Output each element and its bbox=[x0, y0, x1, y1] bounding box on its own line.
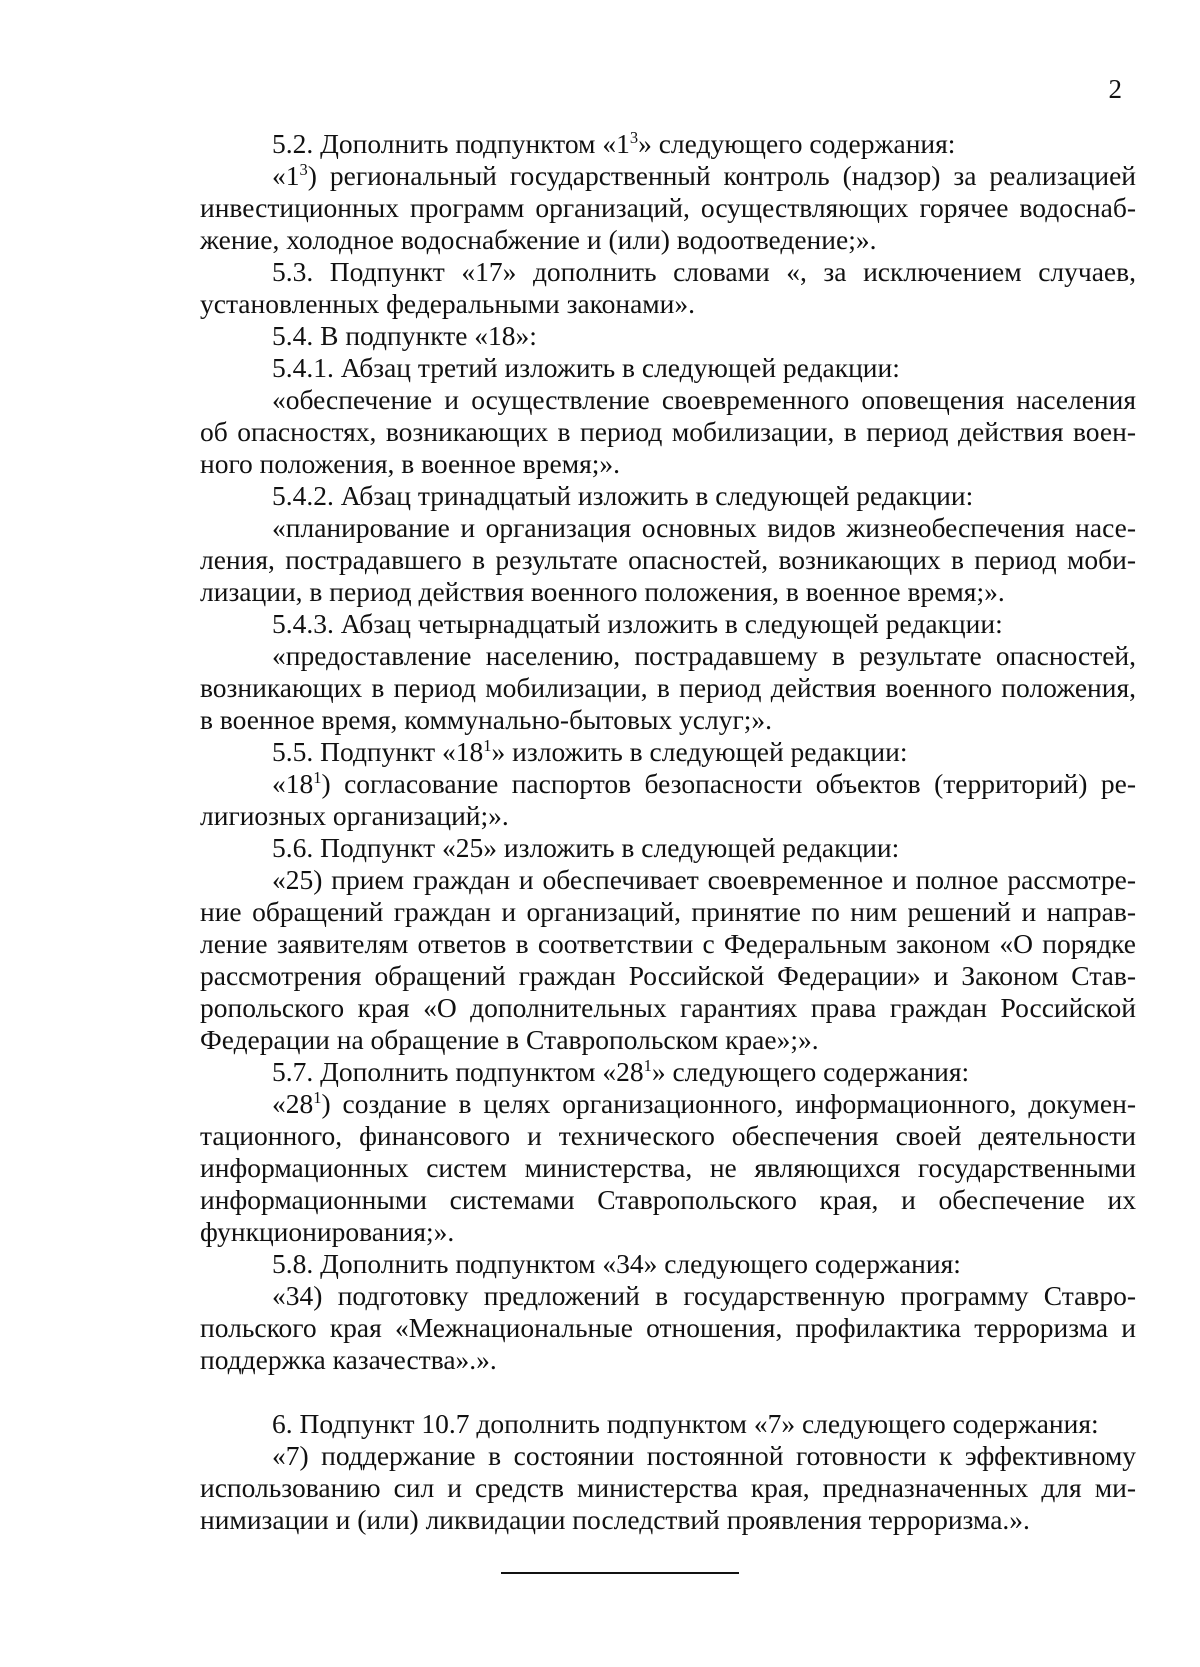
paragraph: 5.4.2. Абзац тринадцатый изложить в следующей редакции: bbox=[272, 480, 974, 511]
paragraph: «$28^1$) создание в целях организационного, информационного, документационного, финансового и технического обеспечения своей деятельности информационных систем министерства, не являющихся государственными информационными системами Ставропольского края, и обеспечение их функционирования;». bbox=[200, 1087, 1136, 1247]
document-body bbox=[200, 128, 1136, 1536]
paragraph: 5.6. Подпункт «25» изложить в следующей редакции: bbox=[272, 832, 900, 863]
paragraph: 5.7. Дополнить подпунктом «$28^1$» следующего содержания: bbox=[272, 1055, 970, 1087]
paragraph: 5.2. Дополнить подпунктом «$1^3$» следующего содержания: bbox=[272, 127, 956, 159]
end-rule bbox=[501, 1572, 739, 1574]
paragraph: «25) прием граждан и обеспечивает своевременное и полное рассмотрение обращений граждан и организаций, принятие по ним решений и направление заявителям ответов в соответствии с Федеральным законом «О порядке рассмотрения обращений граждан Российской Федерации» и Законом Ставропольского края «О дополнительных гарантиях права граждан Российской Федерации на обращение в Ставропольском крае»;». bbox=[200, 864, 1136, 1055]
paragraph: 5.4.3. Абзац четырнадцатый изложить в следующей редакции: bbox=[272, 608, 1003, 639]
page-number: 2 bbox=[1108, 74, 1122, 104]
paragraph: 5.3. Подпункт «17» дополнить словами «, за исключением случаев, установленных федеральными законами». bbox=[200, 256, 1136, 319]
paragraph: «7) поддержание в состоянии постоянной готовности к эффективному использованию сил и средств министерства края, предназначенных для минимизации и (или) ликвидации последствий проявления терроризма.». bbox=[200, 1440, 1136, 1535]
paragraph: «34) подготовку предложений в государственную программу Ставропольского края «Межнациональные отношения, профилактика терроризма и поддержка казачества».». bbox=[200, 1280, 1136, 1375]
paragraph: «планирование и организация основных видов жизнеобеспечения населения, пострадавшего в результате опасностей, возникающих в период мобилизации, в период действия военного положения, в военное время;». bbox=[200, 512, 1136, 607]
paragraph: 5.8. Дополнить подпунктом «34» следующего содержания: bbox=[272, 1248, 961, 1279]
paragraph: 6. Подпункт 10.7 дополнить подпунктом «7» следующего содержания: bbox=[272, 1408, 1099, 1439]
paragraph: «предоставление населению, пострадавшему в результате опасностей, возникающих в период мобилизации, в период действия военного положения, в военное время, коммунально-бытовых услуг;». bbox=[200, 640, 1136, 735]
paragraph: 5.4. В подпункте «18»: bbox=[272, 320, 537, 351]
paragraph: 5.4.1. Абзац третий изложить в следующей редакции: bbox=[272, 352, 900, 383]
paragraph: «обеспечение и осуществление своевременного оповещения населения об опасностях, возникающих в период мобилизации, в период действия военного положения, в военное время;». bbox=[200, 384, 1136, 479]
paragraph: «$1^3$) региональный государственный контроль (надзор) за реализацией инвестиционных программ организаций, осуществляющих горячее водоснабжение, холодное водоснабжение и (или) водоотведение;». bbox=[200, 159, 1136, 255]
paragraph: «$18^1$) согласование паспортов безопасности объектов (территорий) религиозных организаций;». bbox=[200, 767, 1136, 831]
paragraph: 5.5. Подпункт «$18^1$» изложить в следующей редакции: bbox=[272, 735, 908, 767]
